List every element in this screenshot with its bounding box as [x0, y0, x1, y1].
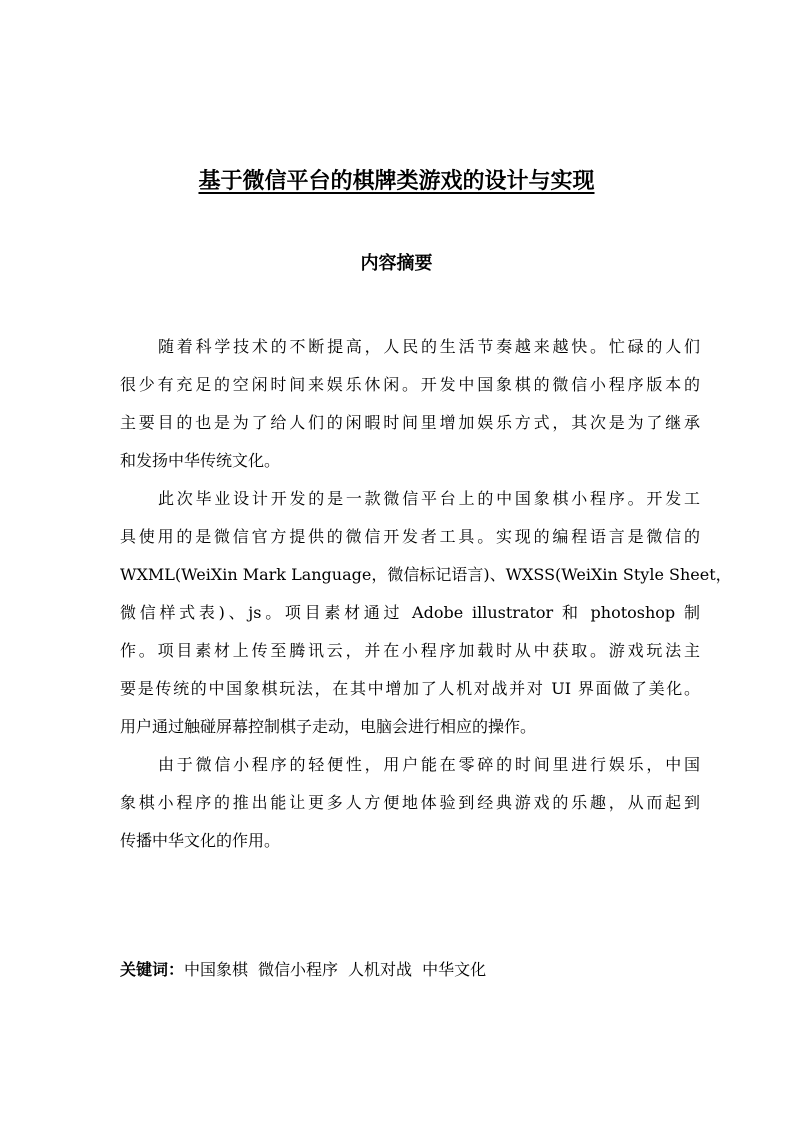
keywords-line	[120, 952, 496, 988]
keyword: 中国象棋	[184, 960, 249, 979]
paragraph-line: 用户通过触碰屏幕控制棋子走动，电脑会进行相应的操作。	[120, 717, 537, 736]
paragraph-line: 作。项目素材上传至腾讯云，并在小程序加载时从中获取。游戏玩法主	[120, 641, 700, 660]
keywords-label: 关键词：	[120, 960, 185, 979]
keyword: 中华文化	[422, 960, 487, 979]
paragraph-line: 微信样式表)、js。项目素材通过 Adobe illustrator 和 photoshop 制	[120, 603, 700, 622]
abstract-body	[120, 328, 732, 860]
paragraph-line: 要是传统的中国象棋玩法，在其中增加了人机对战并对 UI 界面做了美化。	[120, 679, 700, 698]
abstract-paragraph	[120, 328, 700, 480]
document-title	[0, 165, 793, 199]
paragraph-line: 由于微信小程序的轻便性，用户能在零碎的时间里进行娱乐，中国	[158, 755, 700, 774]
paragraph-line: 象棋小程序的推出能让更多人方便地体验到经典游戏的乐趣，从而起到	[120, 793, 700, 812]
abstract-heading: 内容摘要	[360, 253, 433, 274]
paragraph-line: 和发扬中华传统文化。	[120, 451, 281, 470]
abstract-paragraph	[120, 480, 732, 746]
paragraph-line: WXML(WeiXin Mark Language，微信标记语言)、WXSS(WeiXin Style Sheet，	[120, 565, 732, 584]
paragraph-line: 主要目的也是为了给人们的闲暇时间里增加娱乐方式，其次是为了继承	[120, 413, 700, 432]
paragraph-line: 很少有充足的空闲时间来娱乐休闲。开发中国象棋的微信小程序版本的	[120, 375, 700, 394]
abstract-paragraph	[120, 746, 700, 860]
paragraph-line: 随着科学技术的不断提高，人民的生活节奏越来越快。忙碌的人们	[158, 337, 700, 356]
paragraph-line: 具使用的是微信官方提供的微信开发者工具。实现的编程语言是微信的	[120, 527, 700, 546]
keyword: 微信小程序	[258, 960, 339, 979]
keyword: 人机对战	[348, 960, 413, 979]
paragraph-line: 传播中华文化的作用。	[120, 831, 281, 850]
document-title-text: 基于微信平台的棋牌类游戏的设计与实现	[198, 169, 595, 194]
paragraph-line: 此次毕业设计开发的是一款微信平台上的中国象棋小程序。开发工	[158, 489, 700, 508]
